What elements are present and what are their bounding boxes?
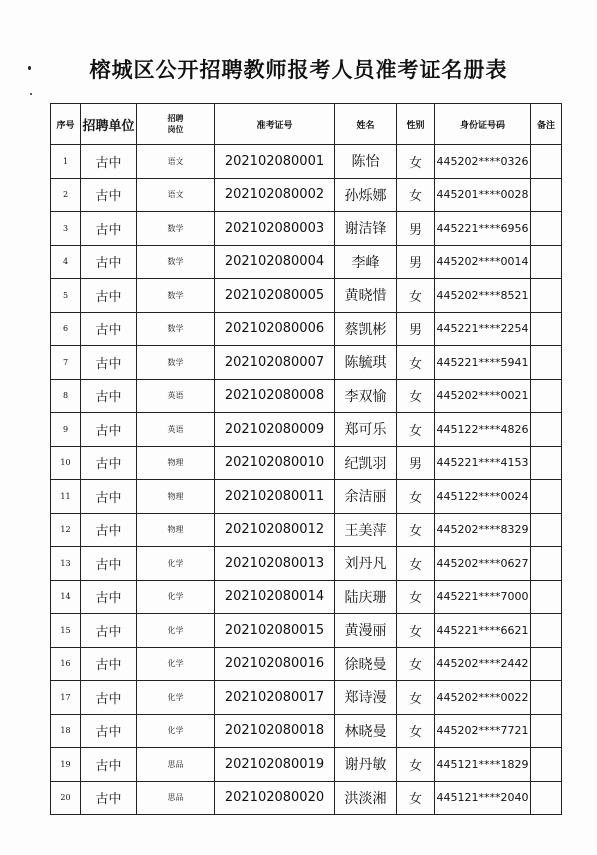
- candidate-roster-table: [50, 103, 562, 815]
- table-row: [51, 245, 562, 279]
- table-row: [51, 145, 562, 179]
- cell-post: 化学: [137, 681, 215, 715]
- cell-gender: 女: [397, 480, 435, 514]
- cell-note: [531, 781, 562, 815]
- cell-unit: 古中: [81, 446, 137, 480]
- cell-unit: 古中: [81, 145, 137, 179]
- cell-name: 林晓曼: [335, 714, 397, 748]
- table-row: [51, 781, 562, 815]
- cell-seq: 1: [51, 145, 81, 179]
- cell-gender: 女: [397, 413, 435, 447]
- cell-note: [531, 614, 562, 648]
- cell-gender: 男: [397, 446, 435, 480]
- header-seq: 序号: [51, 104, 81, 145]
- table-row: [51, 279, 562, 313]
- cell-id-no: 445122****4826: [435, 413, 531, 447]
- cell-post: 语文: [137, 145, 215, 179]
- cell-id-no: 445202****0326: [435, 145, 531, 179]
- cell-note: [531, 178, 562, 212]
- cell-id-no: 445221****6621: [435, 614, 531, 648]
- cell-post: 化学: [137, 614, 215, 648]
- cell-exam-no: 202102080002: [215, 178, 335, 212]
- table-row: [51, 312, 562, 346]
- cell-note: [531, 245, 562, 279]
- cell-name: 黄晓惜: [335, 279, 397, 313]
- cell-exam-no: 202102080014: [215, 580, 335, 614]
- cell-post: 物理: [137, 480, 215, 514]
- header-post-line2: 岗位: [167, 125, 184, 134]
- header-id-no: 身份证号码: [435, 104, 531, 145]
- cell-exam-no: 202102080006: [215, 312, 335, 346]
- cell-note: [531, 446, 562, 480]
- cell-seq: 11: [51, 480, 81, 514]
- cell-note: [531, 480, 562, 514]
- cell-gender: 女: [397, 178, 435, 212]
- cell-seq: 13: [51, 547, 81, 581]
- table-row: [51, 580, 562, 614]
- table-row: [51, 748, 562, 782]
- cell-seq: 16: [51, 647, 81, 681]
- cell-gender: 女: [397, 681, 435, 715]
- table-row: [51, 647, 562, 681]
- cell-unit: 古中: [81, 781, 137, 815]
- cell-name: 刘丹凡: [335, 547, 397, 581]
- cell-exam-no: 202102080003: [215, 212, 335, 246]
- cell-post: 数学: [137, 279, 215, 313]
- cell-id-no: 445202****7721: [435, 714, 531, 748]
- header-post: [137, 104, 215, 145]
- cell-gender: 女: [397, 279, 435, 313]
- cell-unit: 古中: [81, 647, 137, 681]
- table-row: [51, 413, 562, 447]
- cell-post: 思品: [137, 781, 215, 815]
- cell-gender: 女: [397, 145, 435, 179]
- cell-seq: 4: [51, 245, 81, 279]
- cell-post: 英语: [137, 413, 215, 447]
- cell-unit: 古中: [81, 178, 137, 212]
- cell-exam-no: 202102080019: [215, 748, 335, 782]
- cell-name: 陈毓琪: [335, 346, 397, 380]
- cell-gender: 女: [397, 614, 435, 648]
- table-row: [51, 480, 562, 514]
- cell-unit: 古中: [81, 413, 137, 447]
- cell-note: [531, 379, 562, 413]
- table-row: [51, 714, 562, 748]
- cell-id-no: 445202****0014: [435, 245, 531, 279]
- cell-post: 语文: [137, 178, 215, 212]
- cell-gender: 女: [397, 647, 435, 681]
- cell-id-no: 445202****2442: [435, 647, 531, 681]
- cell-unit: 古中: [81, 212, 137, 246]
- cell-name: 王美萍: [335, 513, 397, 547]
- cell-seq: 15: [51, 614, 81, 648]
- cell-id-no: 445121****2040: [435, 781, 531, 815]
- cell-gender: 女: [397, 748, 435, 782]
- cell-note: [531, 748, 562, 782]
- cell-seq: 14: [51, 580, 81, 614]
- cell-id-no: 445122****0024: [435, 480, 531, 514]
- cell-note: [531, 145, 562, 179]
- cell-name: 郑诗漫: [335, 681, 397, 715]
- cell-note: [531, 346, 562, 380]
- cell-unit: 古中: [81, 312, 137, 346]
- cell-gender: 女: [397, 547, 435, 581]
- cell-exam-no: 202102080013: [215, 547, 335, 581]
- cell-exam-no: 202102080018: [215, 714, 335, 748]
- cell-seq: 7: [51, 346, 81, 380]
- cell-unit: 古中: [81, 714, 137, 748]
- cell-id-no: 445121****1829: [435, 748, 531, 782]
- cell-unit: 古中: [81, 513, 137, 547]
- cell-note: [531, 312, 562, 346]
- cell-name: 郑可乐: [335, 413, 397, 447]
- cell-name: 陈怡: [335, 145, 397, 179]
- cell-gender: 女: [397, 580, 435, 614]
- cell-post: 物理: [137, 513, 215, 547]
- cell-note: [531, 413, 562, 447]
- cell-name: 蔡凯彬: [335, 312, 397, 346]
- cell-seq: 17: [51, 681, 81, 715]
- cell-unit: 古中: [81, 480, 137, 514]
- table-row: [51, 513, 562, 547]
- cell-name: 谢丹敏: [335, 748, 397, 782]
- cell-note: [531, 212, 562, 246]
- cell-gender: 女: [397, 781, 435, 815]
- cell-post: 化学: [137, 647, 215, 681]
- table-row: [51, 379, 562, 413]
- cell-note: [531, 279, 562, 313]
- cell-seq: 6: [51, 312, 81, 346]
- cell-post: 数学: [137, 245, 215, 279]
- scan-speck: [30, 93, 32, 95]
- cell-exam-no: 202102080020: [215, 781, 335, 815]
- header-exam-no: 准考证号: [215, 104, 335, 145]
- cell-gender: 女: [397, 714, 435, 748]
- cell-seq: 5: [51, 279, 81, 313]
- cell-exam-no: 202102080017: [215, 681, 335, 715]
- cell-unit: 古中: [81, 346, 137, 380]
- cell-id-no: 445221****7000: [435, 580, 531, 614]
- cell-id-no: 445202****0021: [435, 379, 531, 413]
- cell-name: 陆庆珊: [335, 580, 397, 614]
- cell-gender: 男: [397, 212, 435, 246]
- cell-post: 思品: [137, 748, 215, 782]
- cell-seq: 19: [51, 748, 81, 782]
- cell-name: 谢洁锋: [335, 212, 397, 246]
- cell-unit: 古中: [81, 681, 137, 715]
- cell-name: 徐晓曼: [335, 647, 397, 681]
- cell-exam-no: 202102080005: [215, 279, 335, 313]
- cell-post: 化学: [137, 547, 215, 581]
- header-post-line1: 招聘: [167, 114, 184, 123]
- cell-exam-no: 202102080016: [215, 647, 335, 681]
- table-row: [51, 346, 562, 380]
- cell-name: 黄漫丽: [335, 614, 397, 648]
- cell-seq: 9: [51, 413, 81, 447]
- cell-seq: 12: [51, 513, 81, 547]
- cell-id-no: 445202****8521: [435, 279, 531, 313]
- cell-id-no: 445221****6956: [435, 212, 531, 246]
- cell-name: 余洁丽: [335, 480, 397, 514]
- cell-gender: 女: [397, 513, 435, 547]
- cell-name: 孙烁娜: [335, 178, 397, 212]
- header-name: 姓名: [335, 104, 397, 145]
- cell-id-no: 445202****8329: [435, 513, 531, 547]
- cell-gender: 男: [397, 312, 435, 346]
- cell-unit: 古中: [81, 547, 137, 581]
- header-gender: 性别: [397, 104, 435, 145]
- cell-unit: 古中: [81, 614, 137, 648]
- page-title: 榕城区公开招聘教师报考人员准考证名册表: [89, 58, 508, 82]
- cell-name: 李双愉: [335, 379, 397, 413]
- cell-exam-no: 202102080001: [215, 145, 335, 179]
- header-note: 备注: [531, 104, 562, 145]
- cell-post: 化学: [137, 714, 215, 748]
- cell-unit: 古中: [81, 379, 137, 413]
- cell-id-no: 445202****0022: [435, 681, 531, 715]
- cell-id-no: 445221****2254: [435, 312, 531, 346]
- cell-exam-no: 202102080010: [215, 446, 335, 480]
- table-body: [51, 145, 562, 815]
- cell-seq: 20: [51, 781, 81, 815]
- cell-exam-no: 202102080004: [215, 245, 335, 279]
- cell-seq: 10: [51, 446, 81, 480]
- cell-seq: 8: [51, 379, 81, 413]
- table-row: [51, 681, 562, 715]
- table-row: [51, 446, 562, 480]
- cell-exam-no: 202102080015: [215, 614, 335, 648]
- table-row: [51, 212, 562, 246]
- cell-post: 数学: [137, 212, 215, 246]
- cell-note: [531, 647, 562, 681]
- cell-exam-no: 202102080007: [215, 346, 335, 380]
- cell-unit: 古中: [81, 279, 137, 313]
- cell-note: [531, 547, 562, 581]
- cell-name: 李峰: [335, 245, 397, 279]
- cell-id-no: 445202****0627: [435, 547, 531, 581]
- cell-note: [531, 714, 562, 748]
- cell-exam-no: 202102080011: [215, 480, 335, 514]
- cell-post: 物理: [137, 446, 215, 480]
- cell-seq: 18: [51, 714, 81, 748]
- cell-unit: 古中: [81, 748, 137, 782]
- table-header-row: [51, 104, 562, 145]
- cell-unit: 古中: [81, 580, 137, 614]
- cell-note: [531, 580, 562, 614]
- header-unit: 招聘单位: [81, 104, 137, 145]
- cell-post: 化学: [137, 580, 215, 614]
- cell-post: 数学: [137, 312, 215, 346]
- cell-unit: 古中: [81, 245, 137, 279]
- cell-id-no: 445221****4153: [435, 446, 531, 480]
- cell-note: [531, 681, 562, 715]
- cell-gender: 男: [397, 245, 435, 279]
- table-row: [51, 614, 562, 648]
- table-row: [51, 178, 562, 212]
- cell-seq: 3: [51, 212, 81, 246]
- cell-id-no: 445221****5941: [435, 346, 531, 380]
- cell-name: 洪淡湘: [335, 781, 397, 815]
- cell-name: 纪凯羽: [335, 446, 397, 480]
- cell-gender: 女: [397, 346, 435, 380]
- cell-exam-no: 202102080008: [215, 379, 335, 413]
- cell-exam-no: 202102080012: [215, 513, 335, 547]
- cell-id-no: 445201****0028: [435, 178, 531, 212]
- cell-post: 英语: [137, 379, 215, 413]
- table-row: [51, 547, 562, 581]
- cell-post: 数学: [137, 346, 215, 380]
- cell-exam-no: 202102080009: [215, 413, 335, 447]
- cell-seq: 2: [51, 178, 81, 212]
- cell-note: [531, 513, 562, 547]
- cell-gender: 女: [397, 379, 435, 413]
